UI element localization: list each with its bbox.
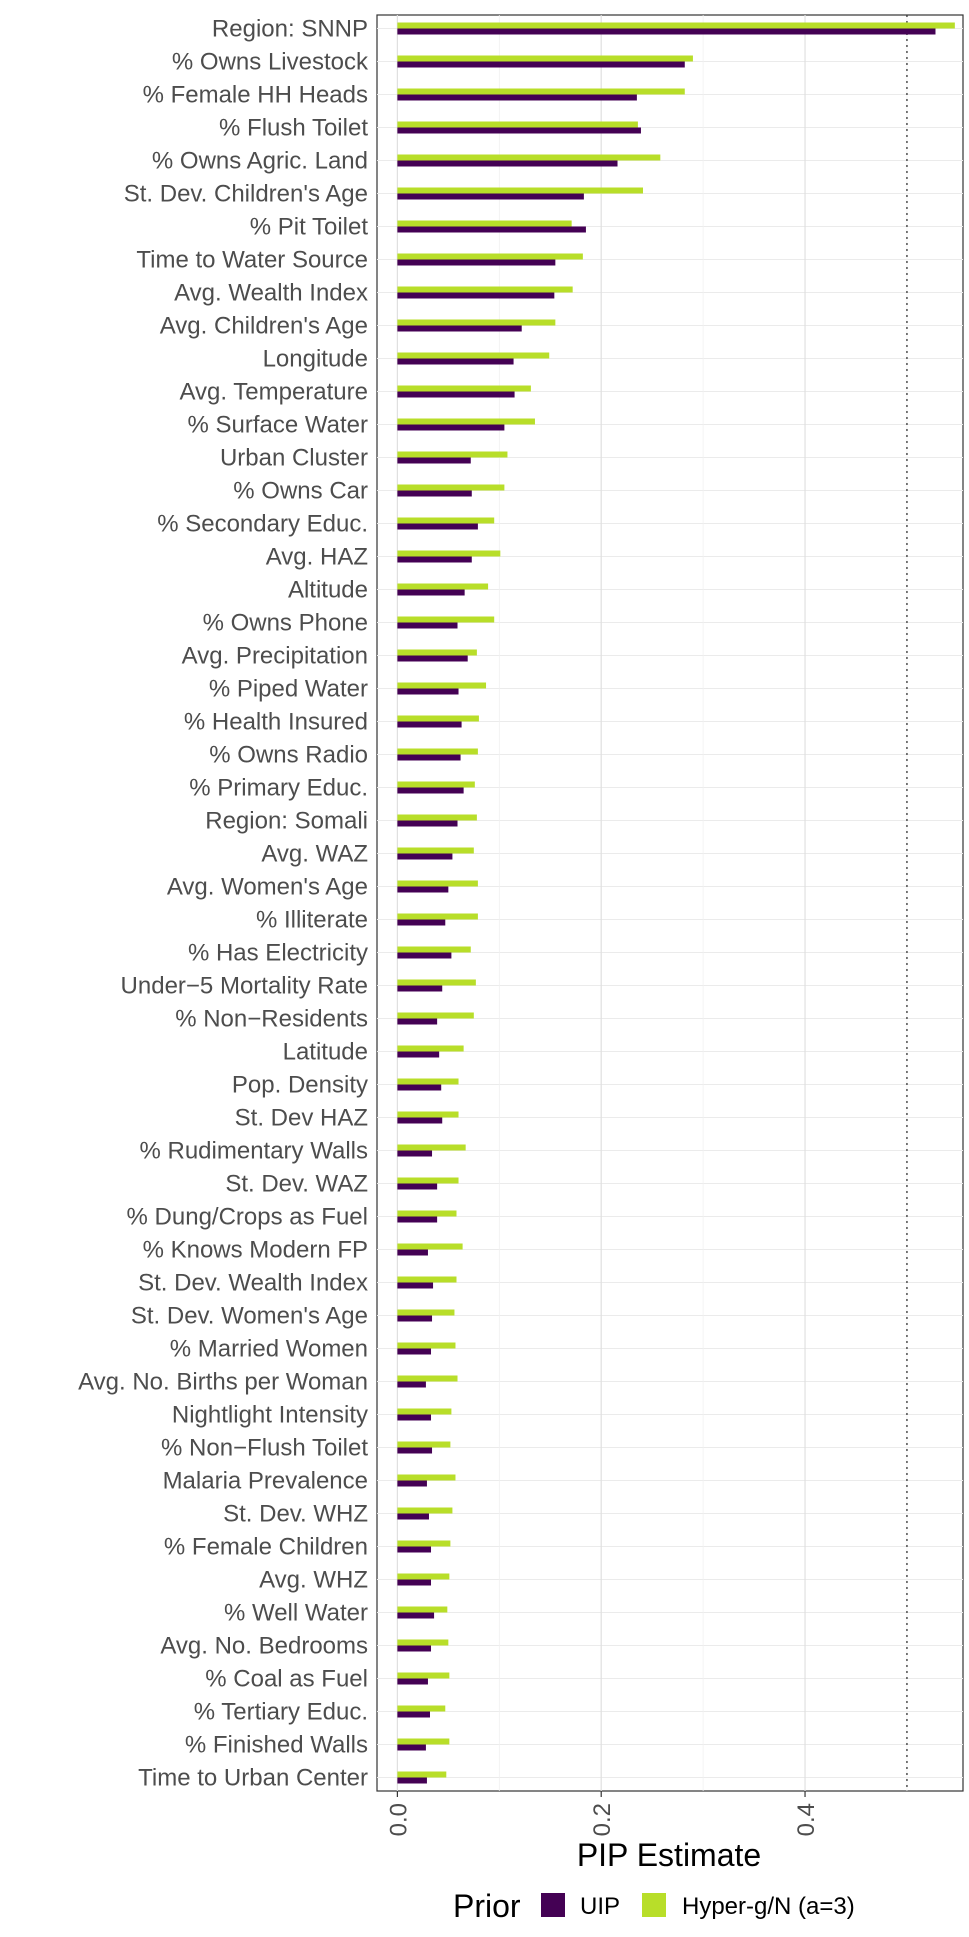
category-label: Region: Somali <box>205 807 368 835</box>
category-label: Under−5 Mortality Rate <box>120 972 368 1000</box>
category-label: Altitude <box>287 576 368 604</box>
bar-uip <box>397 986 442 992</box>
bar-uip <box>397 1547 431 1553</box>
bar-uip <box>397 590 464 596</box>
bar-uip <box>397 326 521 332</box>
bar-uip <box>397 293 554 299</box>
bar-hyper-g <box>397 617 494 623</box>
bar-hyper-g <box>397 980 475 986</box>
bar-uip <box>397 656 467 662</box>
bar-hyper-g <box>397 1013 473 1019</box>
category-label: Avg. Children's Age <box>159 312 368 340</box>
category-label: % Well Water <box>223 1599 368 1627</box>
bar-hyper-g <box>397 1112 458 1118</box>
bar-hyper-g <box>397 551 500 557</box>
bar-hyper-g <box>397 1475 455 1481</box>
bar-hyper-g <box>397 452 507 458</box>
bar-uip <box>397 1217 437 1223</box>
bar-uip <box>397 1448 432 1454</box>
bar-hyper-g <box>397 1376 457 1382</box>
category-label: St. Dev. Children's Age <box>123 180 368 208</box>
bar-hyper-g <box>397 782 474 788</box>
bar-hyper-g <box>397 1046 463 1052</box>
category-label: % Flush Toilet <box>219 114 368 142</box>
bar-uip <box>397 425 504 431</box>
bar-hyper-g <box>397 122 638 128</box>
category-label: Avg. HAZ <box>265 543 368 571</box>
bar-hyper-g <box>397 56 693 62</box>
bar-hyper-g <box>397 155 660 161</box>
bar-uip <box>397 95 636 101</box>
category-label: % Female Children <box>163 1533 368 1561</box>
bar-uip <box>397 1151 432 1157</box>
category-label: % Illiterate <box>255 906 368 934</box>
category-label: Urban Cluster <box>219 444 368 472</box>
category-label: St. Dev. Women's Age <box>130 1302 368 1330</box>
x-axis-ticks <box>385 1791 820 1836</box>
bar-hyper-g <box>397 1673 449 1679</box>
category-label: % Married Women <box>169 1335 368 1363</box>
bar-hyper-g <box>397 881 478 887</box>
bar-uip <box>397 854 452 860</box>
category-label: % Secondary Educ. <box>157 510 368 538</box>
bar-uip <box>397 524 478 530</box>
legend-label-hyper-g: Hyper-g/N (a=3) <box>682 1893 855 1920</box>
bar-hyper-g <box>397 188 643 194</box>
category-label: % Coal as Fuel <box>205 1665 368 1693</box>
category-label: St. Dev. WHZ <box>223 1500 368 1528</box>
category-label: St. Dev HAZ <box>234 1104 368 1132</box>
bar-hyper-g <box>397 1772 446 1778</box>
bar-uip <box>397 29 935 35</box>
bar-hyper-g <box>397 1409 451 1415</box>
bar-uip <box>397 1745 426 1751</box>
bar-uip <box>397 689 458 695</box>
bar-uip <box>397 458 470 464</box>
bar-hyper-g <box>397 1145 465 1151</box>
bar-hyper-g <box>397 419 535 425</box>
category-label: % Owns Livestock <box>171 48 368 76</box>
category-label: Avg. Wealth Index <box>174 279 368 307</box>
bar-uip <box>397 953 451 959</box>
bar-uip <box>397 1580 431 1586</box>
bar-uip <box>397 1679 428 1685</box>
bar-uip <box>397 1283 433 1289</box>
bar-uip <box>397 1778 427 1784</box>
bar-hyper-g <box>397 848 473 854</box>
bar-uip <box>397 1481 427 1487</box>
category-label: % Non−Residents <box>175 1005 368 1033</box>
bar-uip <box>397 1019 437 1025</box>
category-label: % Rudimentary Walls <box>139 1137 368 1165</box>
category-label: % Health Insured <box>183 708 368 736</box>
bar-uip <box>397 623 457 629</box>
bar-uip <box>397 1052 439 1058</box>
category-label: % Owns Agric. Land <box>151 147 368 175</box>
category-label: % Dung/Crops as Fuel <box>126 1203 368 1231</box>
x-tick-label: 0.0 <box>385 1803 413 1837</box>
bar-uip <box>397 1316 432 1322</box>
bar-hyper-g <box>397 1706 445 1712</box>
category-label: % Has Electricity <box>187 939 368 967</box>
category-label: % Surface Water <box>187 411 368 439</box>
category-label: % Owns Radio <box>209 741 368 769</box>
x-axis-title: PIP Estimate <box>576 1837 762 1873</box>
bar-hyper-g <box>397 1079 458 1085</box>
bar-uip <box>397 1382 426 1388</box>
legend <box>453 1888 855 1924</box>
bar-hyper-g <box>397 947 470 953</box>
bar-hyper-g <box>397 1541 450 1547</box>
category-label: % Primary Educ. <box>189 774 368 802</box>
bar-uip <box>397 1250 428 1256</box>
bar-hyper-g <box>397 1244 462 1250</box>
bar-hyper-g <box>397 1442 450 1448</box>
bar-hyper-g <box>397 353 549 359</box>
bar-hyper-g <box>397 1640 448 1646</box>
bar-uip <box>397 920 445 926</box>
category-labels <box>78 16 369 1792</box>
bar-uip <box>397 1415 431 1421</box>
legend-swatch-hyper-g <box>642 1893 666 1917</box>
legend-title: Prior <box>453 1888 521 1924</box>
bar-hyper-g <box>397 1607 447 1613</box>
category-label: Malaria Prevalence <box>162 1467 368 1495</box>
bar-hyper-g <box>397 320 555 326</box>
category-label: Pop. Density <box>231 1071 368 1099</box>
category-label: % Owns Car <box>233 477 368 505</box>
bar-hyper-g <box>397 1508 452 1514</box>
bar-uip <box>397 1712 430 1718</box>
bar-hyper-g <box>397 914 478 920</box>
category-label: Avg. No. Births per Woman <box>78 1368 368 1396</box>
bar-hyper-g <box>397 650 476 656</box>
bar-hyper-g <box>397 485 504 491</box>
bar-uip <box>397 194 584 200</box>
bar-hyper-g <box>397 1343 455 1349</box>
category-label: % Finished Walls <box>184 1731 368 1759</box>
bar-uip <box>397 359 513 365</box>
category-label: Longitude <box>262 345 368 373</box>
legend-swatch-uip <box>541 1893 565 1917</box>
category-label: % Knows Modern FP <box>142 1236 368 1264</box>
bar-uip <box>397 755 460 761</box>
bar-hyper-g <box>397 1574 449 1580</box>
bar-hyper-g <box>397 1178 458 1184</box>
bar-hyper-g <box>397 89 684 95</box>
bar-uip <box>397 128 641 134</box>
bar-hyper-g <box>397 716 479 722</box>
bar-uip <box>397 1514 429 1520</box>
category-label: % Piped Water <box>208 675 368 703</box>
category-label: % Non−Flush Toilet <box>161 1434 368 1462</box>
bar-uip <box>397 491 471 497</box>
bar-uip <box>397 557 471 563</box>
x-tick-label: 0.4 <box>793 1803 821 1837</box>
legend-label-uip: UIP <box>580 1893 621 1920</box>
bar-uip <box>397 62 684 68</box>
bar-uip <box>397 161 617 167</box>
category-label: St. Dev. Wealth Index <box>138 1269 368 1297</box>
bar-hyper-g <box>397 518 494 524</box>
x-tick-label: 0.2 <box>589 1803 617 1837</box>
category-label: Avg. WHZ <box>259 1566 368 1594</box>
category-label: Region: SNNP <box>211 15 368 43</box>
bar-uip <box>397 821 457 827</box>
bar-uip <box>397 722 461 728</box>
bar-uip <box>397 227 586 233</box>
category-label: Nightlight Intensity <box>171 1401 368 1429</box>
category-label: % Owns Phone <box>202 609 368 637</box>
bar-uip <box>397 1118 442 1124</box>
bar-uip <box>397 887 448 893</box>
bar-hyper-g <box>397 23 954 29</box>
bar-uip <box>397 1184 437 1190</box>
category-label: % Tertiary Educ. <box>193 1698 368 1726</box>
bar-hyper-g <box>397 1739 449 1745</box>
category-label: Time to Water Source <box>136 246 368 274</box>
bar-uip <box>397 1349 431 1355</box>
bar-uip <box>397 392 514 398</box>
bar-hyper-g <box>397 1211 456 1217</box>
bar-hyper-g <box>397 815 476 821</box>
bar-uip <box>397 260 555 266</box>
bar-hyper-g <box>397 584 488 590</box>
bar-hyper-g <box>397 683 486 689</box>
category-label: % Pit Toilet <box>249 213 368 241</box>
bar-hyper-g <box>397 1310 454 1316</box>
bar-hyper-g <box>397 254 582 260</box>
category-label: Avg. No. Bedrooms <box>160 1632 368 1660</box>
category-label: St. Dev. WAZ <box>225 1170 368 1198</box>
category-label: Avg. Precipitation <box>181 642 368 670</box>
bar-hyper-g <box>397 1277 456 1283</box>
bar-uip <box>397 1646 431 1652</box>
category-label: Avg. Temperature <box>179 378 368 406</box>
bar-uip <box>397 788 463 794</box>
category-label: % Female HH Heads <box>142 81 368 109</box>
bar-hyper-g <box>397 386 531 392</box>
bar-uip <box>397 1613 434 1619</box>
bar-hyper-g <box>397 749 478 755</box>
panel-background <box>377 15 963 1791</box>
category-label: Avg. Women's Age <box>166 873 368 901</box>
bar-uip <box>397 1085 441 1091</box>
bar-hyper-g <box>397 221 571 227</box>
category-label: Avg. WAZ <box>261 840 368 868</box>
category-label: Time to Urban Center <box>138 1764 368 1792</box>
bar-hyper-g <box>397 287 572 293</box>
category-label: Latitude <box>282 1038 368 1066</box>
